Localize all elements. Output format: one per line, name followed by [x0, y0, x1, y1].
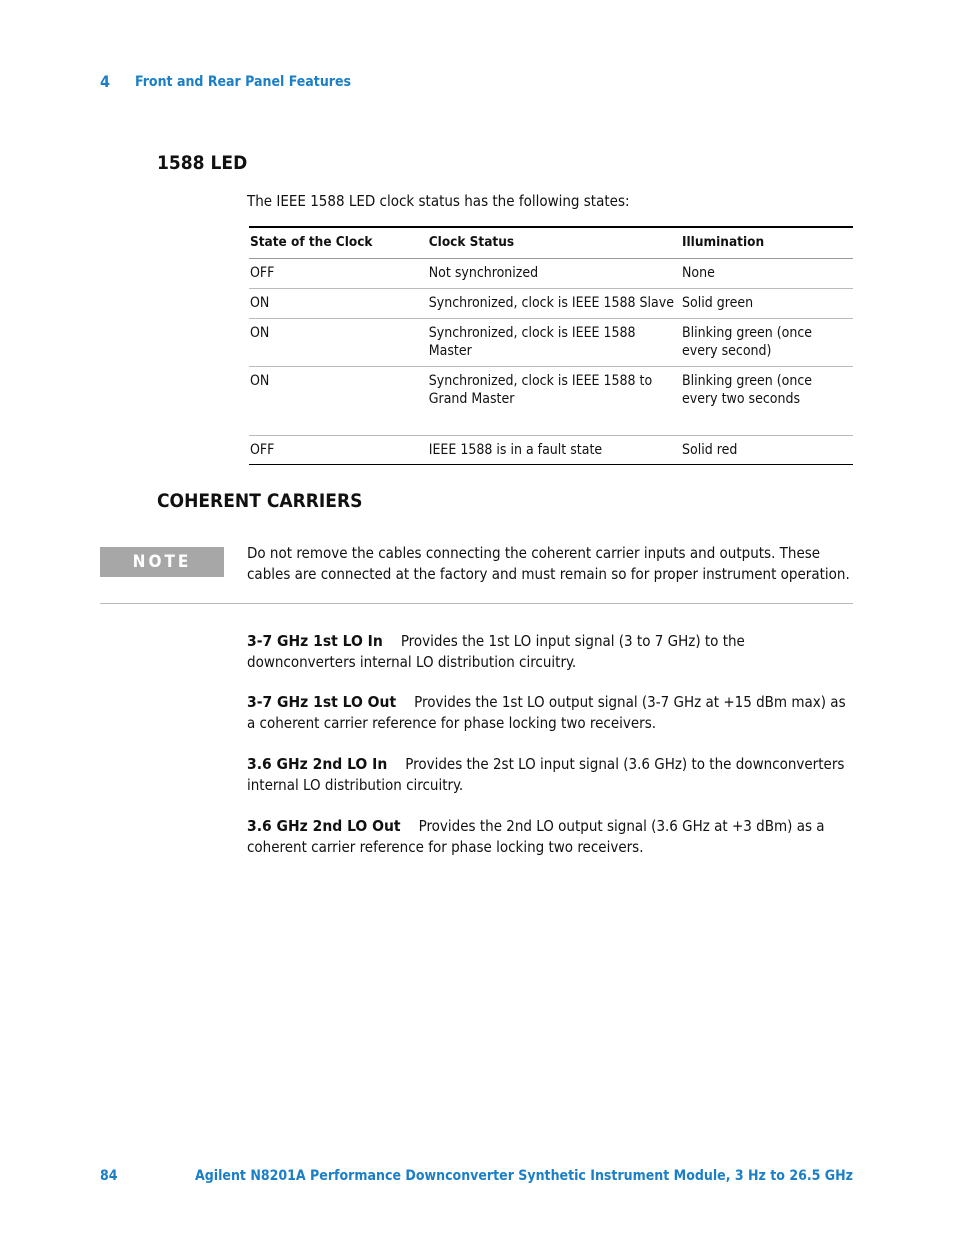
section-intro: The IEEE 1588 LED clock status has the following states: — [247, 192, 630, 210]
connector-text: Provides the 2st LO input signal (3.6 GHz) to the downconverters internal LO distribution circuitry. — [247, 755, 845, 794]
table-header-row — [249, 227, 853, 259]
table-row — [249, 259, 853, 289]
column-header-status: Clock Status — [428, 227, 681, 259]
table-cell: ON — [249, 319, 428, 367]
table-cell: Solid red — [681, 436, 853, 465]
connector-description — [247, 692, 853, 734]
chapter-number: 4 — [100, 72, 111, 91]
table-cell: Blinking green (once every second) — [681, 319, 853, 367]
note-text: Do not remove the cables connecting the coherent carrier inputs and outputs. These cables are connected at the factory and must remain so for proper instrument operation. — [247, 544, 850, 583]
table-row — [249, 367, 853, 436]
table-cell: ON — [249, 289, 428, 319]
connector-term: 3-7 GHz 1st LO In — [247, 632, 383, 650]
connector-description — [247, 631, 853, 673]
table-cell: OFF — [249, 436, 428, 465]
table-cell: Not synchronized — [428, 259, 681, 289]
table-row — [249, 436, 853, 465]
table-cell: IEEE 1588 is in a fault state — [428, 436, 681, 465]
connector-text: Provides the 2nd LO output signal (3.6 GHz at +3 dBm) as a coherent carrier reference for phase locking two receivers. — [247, 817, 825, 856]
column-header-illumination: Illumination — [681, 227, 853, 259]
footer-document-title: Agilent N8201A Performance Downconverter Synthetic Instrument Module, 3 Hz to 26.5 GHz — [195, 1168, 853, 1184]
table-cell: ON — [249, 367, 428, 436]
table-cell: Synchronized, clock is IEEE 1588 to Grand Master — [428, 367, 681, 436]
table-cell: Blinking green (once every two seconds — [681, 367, 853, 436]
clock-states-table — [249, 226, 853, 465]
connector-text: Provides the 1st LO input signal (3 to 7 GHz) to the downconverters internal LO distribution circuitry. — [247, 632, 745, 671]
table-cell: Synchronized, clock is IEEE 1588 Slave — [428, 289, 681, 319]
connector-term: 3-7 GHz 1st LO Out — [247, 693, 397, 711]
table-cell: OFF — [249, 259, 428, 289]
connector-term: 3.6 GHz 2nd LO In — [247, 755, 388, 773]
section-heading-1588-led: 1588 LED — [157, 152, 248, 174]
column-header-state: State of the Clock — [249, 227, 428, 259]
table-cell: Solid green — [681, 289, 853, 319]
connector-term: 3.6 GHz 2nd LO Out — [247, 817, 401, 835]
note-divider — [100, 603, 853, 604]
table-row — [249, 319, 853, 367]
connector-description — [247, 754, 853, 796]
table-cell: Synchronized, clock is IEEE 1588 Master — [428, 319, 681, 367]
table-row — [249, 289, 853, 319]
note-badge: NOTE — [100, 547, 224, 577]
connector-text: Provides the 1st LO output signal (3-7 GHz at +15 dBm max) as a coherent carrier reference for phase locking two receivers. — [247, 693, 846, 732]
section-heading-coherent-carriers: COHERENT CARRIERS — [157, 490, 363, 512]
footer-page-number: 84 — [100, 1168, 118, 1184]
table-cell: None — [681, 259, 853, 289]
chapter-title: Front and Rear Panel Features — [135, 74, 352, 90]
connector-description — [247, 816, 853, 858]
